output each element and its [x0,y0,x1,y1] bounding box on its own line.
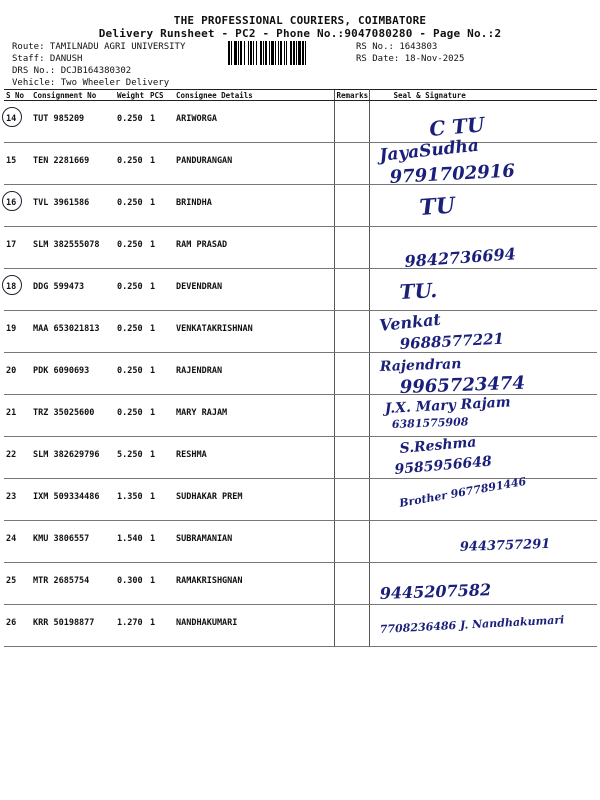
handwritten-signature [370,269,598,310]
sno-cell [4,311,31,353]
consignment-number: SLM 382629796 [31,437,115,479]
remarks-cell [334,353,369,395]
table-row [4,395,597,437]
remarks-cell [334,563,369,605]
sno-cell [4,227,31,269]
serial-number: 18 [6,282,17,292]
barcode-bar [296,41,297,65]
table-row [4,227,597,269]
pcs-value: 1 [148,395,174,437]
weight-value: 0.250 [115,395,148,437]
barcode-bar [269,41,270,65]
weight-value: 0.250 [115,185,148,227]
handwritten-text: Rajendran [379,356,462,375]
barcode-bar [305,41,306,65]
serial-number: 22 [6,450,17,460]
remarks-cell [334,605,369,647]
remarks-cell [334,101,369,143]
consignee-name: BRINDHA [174,185,334,227]
barcode-bar [244,41,245,65]
barcode-bar [234,41,237,65]
remarks-cell [334,395,369,437]
col-pcs: PCS [148,90,174,101]
table-row [4,185,597,227]
remarks-cell [334,185,369,227]
serial-number: 25 [6,576,17,586]
serial-number: 23 [6,492,17,502]
handwritten-text: 9585956648 [393,453,492,478]
consignee-name: RESHMA [174,437,334,479]
weight-value: 0.250 [115,353,148,395]
remarks-cell [334,269,369,311]
consignment-number: TRZ 35025600 [31,395,115,437]
col-consignment: Consignment No [31,90,115,101]
pcs-value: 1 [148,311,174,353]
pcs-value: 1 [148,353,174,395]
weight-value: 0.300 [115,563,148,605]
signature-cell [369,101,597,143]
sno-cell [4,521,31,563]
pcs-value: 1 [148,143,174,185]
pcs-value: 1 [148,521,174,563]
consignment-number: PDK 6090693 [31,353,115,395]
handwritten-text: C TU [427,112,485,141]
handwritten-signature [370,101,598,142]
sno-cell [4,605,31,647]
barcode-bar [275,41,276,65]
rs-date: RS Date: 18-Nov-2025 [356,54,465,64]
serial-number: 26 [6,618,17,628]
serial-number: 16 [6,198,17,208]
barcode-bar [253,41,254,65]
col-seal: Seal & Signature [369,90,597,101]
route-text: Route: TAMILNADU AGRI UNIVERSITY [12,42,186,52]
barcode-bar [302,41,304,65]
signature-cell [369,521,597,563]
table-row [4,269,597,311]
table-row [4,479,597,521]
handwritten-text: S.Reshma [398,434,477,457]
pcs-value: 1 [148,437,174,479]
consignment-number: SLM 382555078 [31,227,115,269]
weight-value: 5.250 [115,437,148,479]
barcode [228,41,352,65]
handwritten-signature [370,353,598,398]
remarks-cell [334,227,369,269]
consignee-name: NANDHAKUMARI [174,605,334,647]
barcode-bar [280,41,282,65]
staff-text: Staff: DANUSH [12,54,83,64]
signature-cell [369,227,597,269]
sno-cell [4,479,31,521]
handwritten-signature [370,605,598,646]
pcs-value: 1 [148,101,174,143]
consignee-name: ARIWORGA [174,101,334,143]
handdrawn-circle [2,191,22,211]
serial-number: 14 [6,114,17,124]
barcode-bar [265,41,267,65]
weight-value: 0.250 [115,101,148,143]
consignee-name: RAM PRASAD [174,227,334,269]
barcode-bar [271,41,274,65]
handwritten-text: 9791702916 [388,160,515,188]
handwritten-text: 9688577221 [398,329,504,353]
col-weight: Weight [115,90,148,101]
runsheet-subtitle: Delivery Runsheet - PC2 - Phone No.:9047080280 - Page No.:2 [98,27,502,40]
handwritten-text: Venkat [377,309,442,335]
remarks-cell [334,143,369,185]
serial-number: 17 [6,240,17,250]
handwritten-signature [370,311,598,352]
barcode-bar [284,41,285,65]
sno-cell [4,353,31,395]
pcs-value: 1 [148,563,174,605]
serial-number: 19 [6,324,17,334]
weight-value: 0.250 [115,311,148,353]
consignee-name: VENKATAKRISHNAN [174,311,334,353]
vehicle-text: Vehicle: Two Wheeler Delivery [12,78,170,88]
table-row [4,311,597,353]
handwritten-signature [370,185,598,226]
table-header-row [4,90,597,101]
serial-number: 20 [6,366,17,376]
consignee-name: RAJENDRAN [174,353,334,395]
consignee-name: RAMAKRISHGNAN [174,563,334,605]
signature-cell [369,185,597,227]
signature-cell [369,311,597,353]
rs-number: RS No.: 1643803 [356,42,438,52]
consignment-number: MAA 653021813 [31,311,115,353]
barcode-bar [260,41,262,65]
col-remarks: Remarks [334,90,369,101]
table-row [4,605,597,647]
pcs-value: 1 [148,605,174,647]
sno-cell [4,395,31,437]
signature-cell [369,563,597,605]
signature-cell [369,474,597,521]
barcode-bar [290,41,292,65]
remarks-cell [334,479,369,521]
table-row [4,437,597,479]
pcs-value: 1 [148,185,174,227]
signature-cell [369,434,597,479]
table-row [4,521,597,563]
consignee-name: PANDURANGAN [174,143,334,185]
sno-cell [4,269,31,311]
col-sno: S No [4,90,31,101]
runsheet-table [4,89,597,647]
drs-number: DRS No.: DCJB164380302 [12,66,132,76]
barcode-bar [238,41,239,65]
handwritten-signature [370,434,598,478]
table-row [4,563,597,605]
weight-value: 0.250 [115,227,148,269]
handwritten-text: TU [418,192,456,221]
handwritten-text: JayaSudha [377,135,480,166]
weight-value: 1.270 [115,605,148,647]
col-consignee: Consignee Details [174,90,334,101]
consignment-number: TEN 2281669 [31,143,115,185]
weight-value: 1.350 [115,479,148,521]
signature-cell [369,135,597,188]
barcode-bar [263,41,264,65]
signature-cell [369,269,597,311]
handwritten-text: 6381575908 [391,415,469,431]
barcode-bar [228,41,230,65]
handwritten-signature [370,135,598,188]
consignment-number: MTR 2685754 [31,563,115,605]
consignee-name: SUBRAMANIAN [174,521,334,563]
barcode-bar [298,41,301,65]
handwritten-signature [370,563,598,604]
signature-cell [369,605,597,647]
handwritten-text: TU. [398,278,438,304]
weight-value: 0.250 [115,269,148,311]
consignee-name: MARY RAJAM [174,395,334,437]
sno-cell [4,143,31,185]
weight-value: 1.540 [115,521,148,563]
barcode-bar [248,41,249,65]
serial-number: 15 [6,156,17,166]
handwritten-text: 9445207582 [378,580,491,603]
handwritten-text: 7708236486 J. Nandhakumari [378,613,565,636]
table-row [4,143,597,185]
serial-number: 21 [6,408,17,418]
table-row [4,353,597,395]
barcode-bar [293,41,295,65]
pcs-value: 1 [148,479,174,521]
handwritten-signature [370,395,598,436]
handwritten-text: 9965723474 [398,372,525,398]
handwritten-text: Brother 9677891446 [397,474,527,510]
barcode-bar [286,41,287,65]
weight-value: 0.250 [115,143,148,185]
barcode-bar [256,41,257,65]
consignment-number: IXM 509334486 [31,479,115,521]
handwritten-text: 9842736694 [403,244,516,271]
consignee-name: DEVENDRAN [174,269,334,311]
barcode-bar [240,41,242,65]
signature-cell [369,395,597,437]
sno-cell [4,437,31,479]
handwritten-text: 9443757291 [459,536,551,555]
consignment-number: DDG 599473 [31,269,115,311]
consignment-number: TUT 985209 [31,101,115,143]
handwritten-signature [370,227,598,271]
pcs-value: 1 [148,269,174,311]
handwritten-signature [370,474,598,520]
company-title: THE PROFESSIONAL COURIERS, COIMBATORE [173,14,427,27]
signature-cell [369,353,597,398]
pcs-value: 1 [148,227,174,269]
remarks-cell [334,437,369,479]
handwritten-signature [370,521,598,562]
barcode-bar [231,41,232,65]
handwritten-text: J.X. Mary Rajam [383,394,511,417]
consignment-number: KRR 50198877 [31,605,115,647]
consignment-number: KMU 3806557 [31,521,115,563]
barcode-bar [278,41,279,65]
sno-cell [4,185,31,227]
remarks-cell [334,521,369,563]
table-row [4,101,597,143]
sno-cell [4,563,31,605]
consignee-name: SUDHAKAR PREM [174,479,334,521]
sno-cell [4,101,31,143]
serial-number: 24 [6,534,17,544]
remarks-cell [334,311,369,353]
barcode-bar [250,41,252,65]
consignment-number: TVL 3961586 [31,185,115,227]
handdrawn-circle [2,275,22,295]
handdrawn-circle [2,107,22,127]
